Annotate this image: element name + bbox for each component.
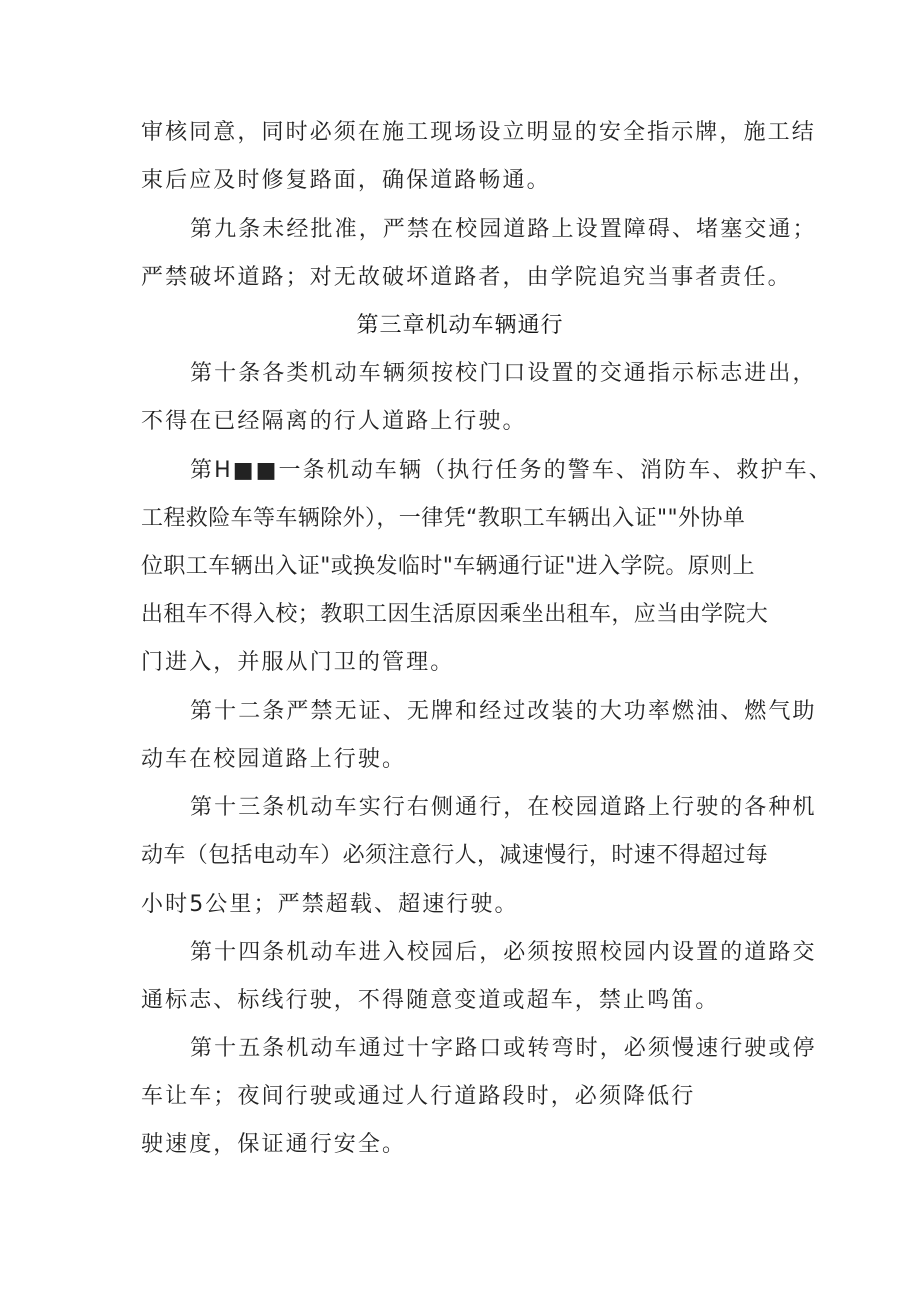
chapter-heading: 第三章机动车辆通行 (356, 313, 564, 338)
text-line: 工程救险车等车辆除外），一律凭“教职工车辆出入证""外协单 (141, 506, 746, 531)
text-line: 动车在校园道路上行驶。 (141, 747, 407, 772)
text-line: 束后应及时修复路面，确保道路畅通。 (141, 168, 551, 193)
paragraph-article-9: 第九条未经批准，严禁在校园道路上设置障碍、堵塞交通； (190, 217, 817, 242)
text-line: 门进入，并服从门卫的管理。 (141, 650, 455, 675)
paragraph-article-15: 第十五条机动车通过十字路口或转弯时，必须慢速行驶或停 (190, 1036, 817, 1061)
paragraph-article-10: 第十条各类机动车辆须按校门口设置的交通指示标志进出， (190, 361, 817, 386)
text-line: 不得在已经隔离的行人道路上行驶。 (141, 409, 527, 434)
text-line: 严禁破坏道路；对无故破坏道路者，由学院追究当事者责任。 (141, 265, 792, 290)
paragraph-article-11: 第H■■一条机动车辆（执行任务的警车、消防车、救护车、 (190, 458, 833, 483)
paragraph-article-14: 第十四条机动车进入校园后，必须按照校园内设置的道路交 (190, 940, 817, 965)
text-line: 出租车不得入校；教职工因生活原因乘坐出租车，应当由学院大 (141, 602, 769, 627)
text-line: 通标志、标线行驶，不得随意变道或超车，禁止鸣笛。 (141, 988, 720, 1013)
text-line: 小时5公里；严禁超载、超速行驶。 (141, 892, 519, 917)
text-line: 审核同意，同时必须在施工现场设立明显的安全指示牌，施工结 (141, 120, 816, 145)
paragraph-article-12: 第十二条严禁无证、无牌和经过改装的大功率燃油、燃气助 (190, 699, 817, 724)
paragraph-article-13: 第十三条机动车实行右侧通行，在校园道路上行驶的各种机 (190, 795, 817, 820)
text-line: 驶速度，保证通行安全。 (141, 1132, 407, 1157)
text-line: 位职工车辆出入证"或换发临时"车辆通行证"进入学院。原则上 (141, 554, 755, 579)
text-line: 车让车；夜间行驶或通过人行道路段时，必须降低行 (141, 1084, 696, 1109)
text-line: 动车（包括电动车）必须注意行人，减速慢行，时速不得超过每 (141, 843, 769, 868)
